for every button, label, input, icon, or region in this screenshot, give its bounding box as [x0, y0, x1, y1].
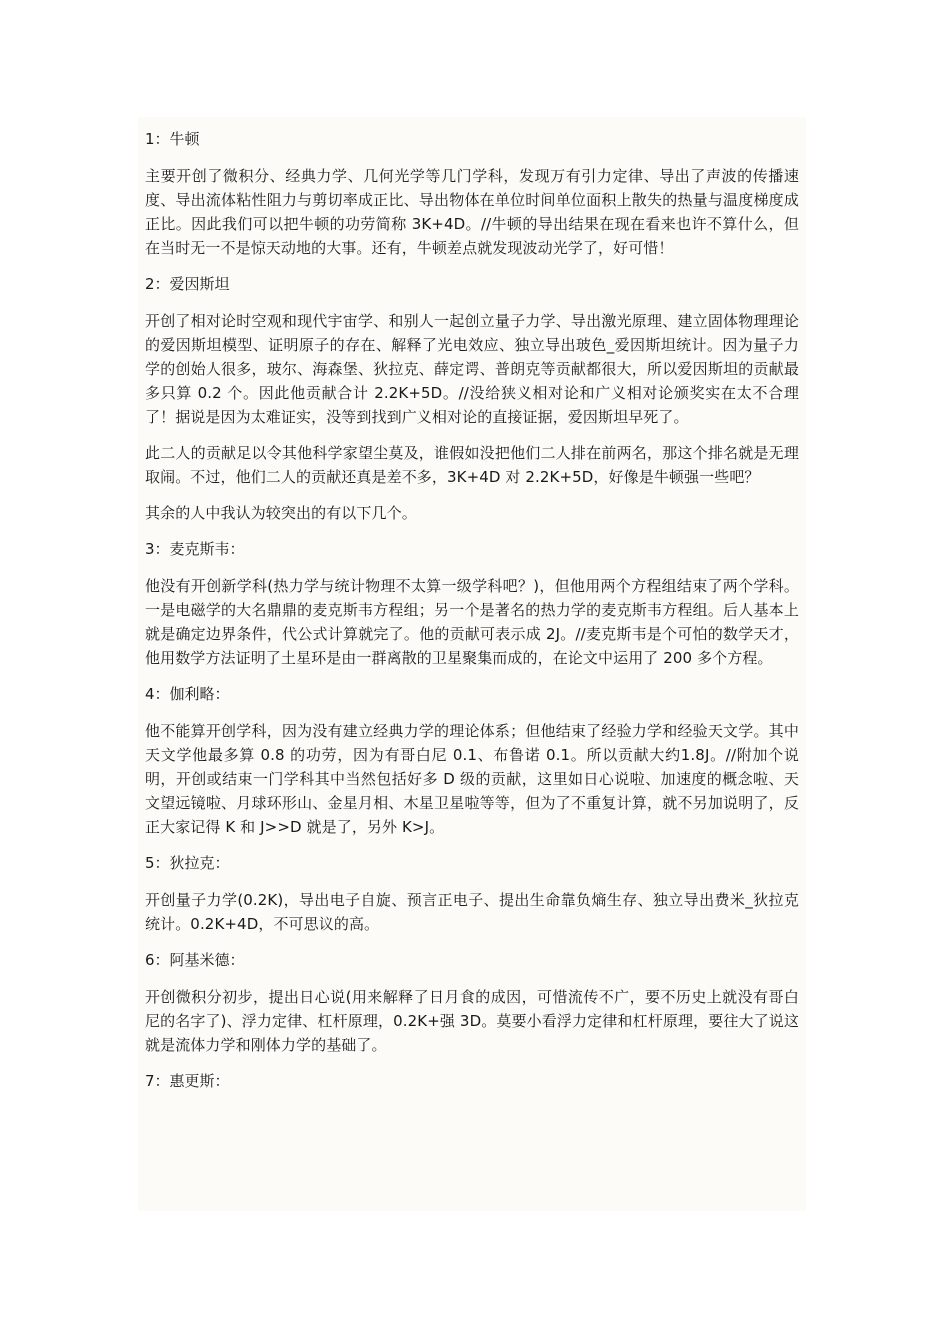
paragraph-archimedes: 开创微积分初步，提出日心说(用来解释了日月食的成因，可惜流传不广，要不历史上就没有哥白尼的名字了)、浮力定律、杠杆原理，0.2K+强 3D。莫要小看浮力定律和杠杆原理，要往大了说这就是流体力学和刚体力学的基础了。 [145, 988, 799, 1054]
heading-galileo: 4：伽利略： [145, 685, 230, 703]
document-content [138, 117, 806, 1093]
paragraph-others-intro: 其余的人中我认为较突出的有以下几个。 [145, 504, 417, 522]
paragraph-dirac: 开创量子力学(0.2K)，导出电子自旋、预言正电子、提出生命靠负熵生存、独立导出费米_狄拉克统计。0.2K+4D，不可思议的高。 [145, 891, 799, 933]
heading-huygens: 7：惠更斯： [145, 1072, 230, 1090]
paragraph-comparison: 此二人的贡献足以令其他科学家望尘莫及，谁假如没把他们二人排在前两名，那这个排名就是无理取闹。不过，他们二人的贡献还真是差不多，3K+4D 对 2.2K+5D，好像是牛顿强一些吧？ [145, 444, 799, 486]
heading-dirac: 5：狄拉克： [145, 854, 230, 872]
heading-newton: 1：牛顿 [145, 130, 200, 148]
heading-archimedes: 6：阿基米德： [145, 951, 245, 969]
paragraph-maxwell: 他没有开创新学科(热力学与统计物理不太算一级学科吧？)，但他用两个方程组结束了两个学科。一是电磁学的大名鼎鼎的麦克斯韦方程组；另一个是著名的热力学的麦克斯韦方程组。后人基本上就是确定边界条件，代公式计算就完了。他的贡献可表示成 2J。//麦克斯韦是个可怕的数学天才，他用数学方法证明了土星环是由一群离散的卫星聚集而成的，在论文中运用了 200 多个方程。 [145, 577, 799, 667]
document-body [138, 117, 806, 1211]
paragraph-einstein: 开创了相对论时空观和现代宇宙学、和别人一起创立量子力学、导出激光原理、建立固体物理理论的爱因斯坦模型、证明原子的存在、解释了光电效应、独立导出玻色_爱因斯坦统计。因为量子力学的创始人很多，玻尔、海森堡、狄拉克、薛定谔、普朗克等贡献都很大，所以爱因斯坦的贡献最多只算 0.2 个。因此他贡献合计 2.2K+5D。//没给狭义相对论和广义相对论颁奖实在太不合理了！据说是因为太难证实，没等到找到广义相对论的直接证据，爱因斯坦早死了。 [145, 312, 799, 426]
heading-einstein: 2：爱因斯坦 [145, 275, 230, 293]
paragraph-newton: 主要开创了微积分、经典力学、几何光学等几门学科，发现万有引力定律、导出了声波的传播速度、导出流体粘性阻力与剪切率成正比、导出物体在单位时间单位面积上散失的热量与温度梯度成正比。因此我们可以把牛顿的功劳简称 3K+4D。//牛顿的导出结果在现在看来也许不算什么，但在当时无一不是惊天动地的大事。还有，牛顿差点就发现波动光学了，好可惜！ [145, 167, 799, 257]
heading-maxwell: 3：麦克斯韦： [145, 540, 245, 558]
paragraph-galileo: 他不能算开创学科，因为没有建立经典力学的理论体系；但他结束了经验力学和经验天文学。其中天文学他最多算 0.8 的功劳，因为有哥白尼 0.1、布鲁诺 0.1。所以贡献大约1.8J。//附加个说明，开创或结束一门学科其中当然包括好多 D 级的贡献，这里如日心说啦、加速度的概念啦、天文望远镜啦、月球环形山、金星月相、木星卫星啦等等，但为了不重复计算，就不另加说明了，反正大家记得 K 和 J>>D 就是了，另外 K>J。 [145, 722, 799, 836]
